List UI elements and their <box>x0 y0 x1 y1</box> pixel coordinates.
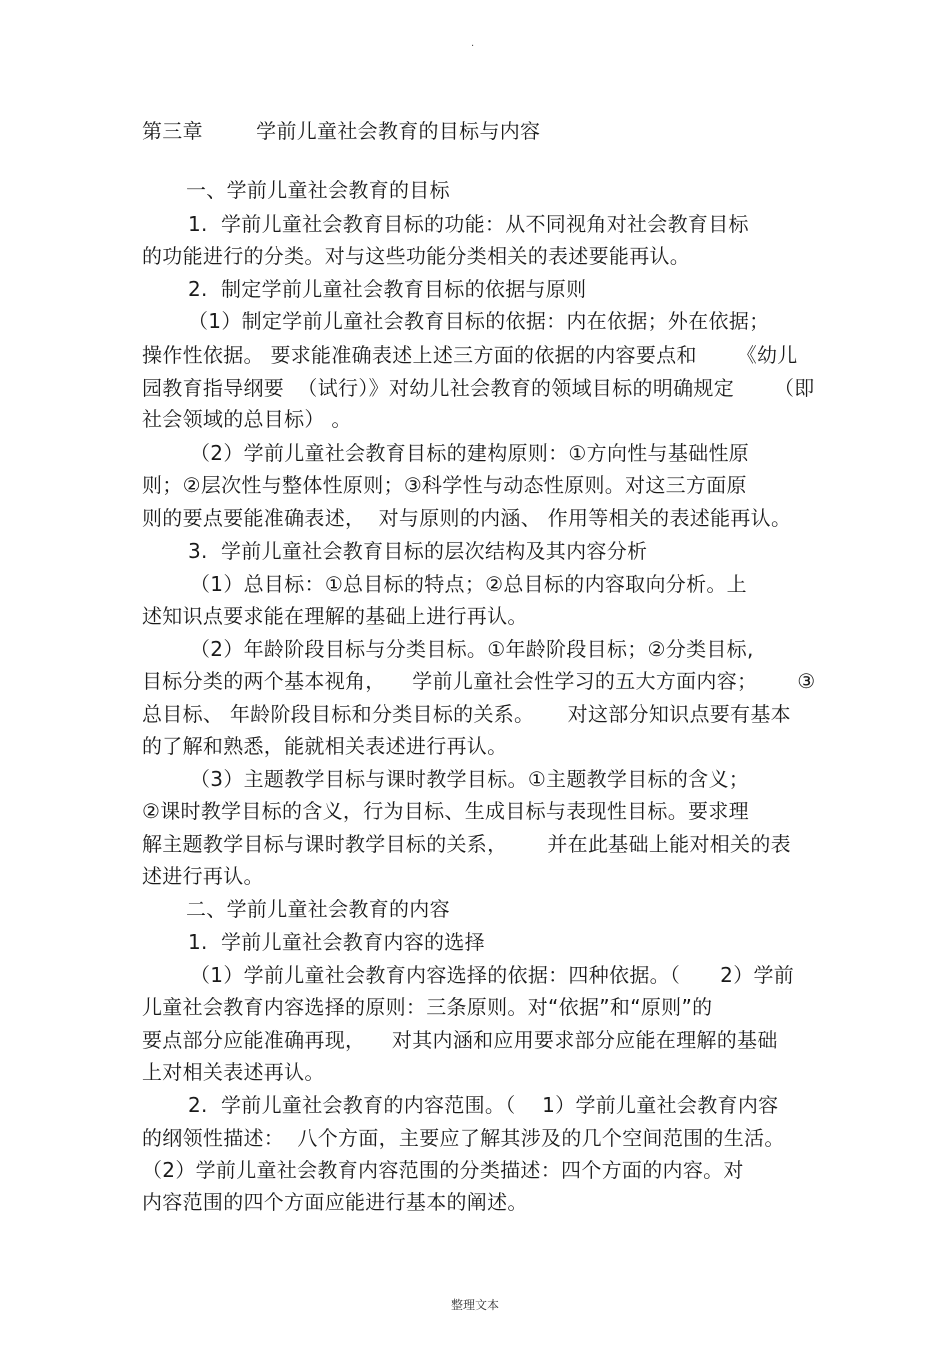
paragraph-line: 总目标、 年龄阶段目标和分类目标的关系。 对这部分知识点要有基本 <box>142 702 791 726</box>
subsection-heading: 2. 制定学前儿童社会教育目标的依据与原则 <box>188 277 587 301</box>
paragraph-line: ②课时教学目标的含义，行为目标、生成目标与表现性目标。要求理 <box>142 799 749 823</box>
paragraph-line: 目标分类的两个基本视角， 学前儿童社会性学习的五大方面内容； ③ <box>142 669 816 693</box>
paragraph-line: （2）学前儿童社会教育目标的建构原则：①方向性与基础性原 <box>190 441 750 465</box>
paragraph-line: 2. 学前儿童社会教育的内容范围。（ 1）学前儿童社会教育内容 <box>188 1093 779 1117</box>
paragraph-line: 的纲领性描述： 八个方面，主要应了解其涉及的几个空间范围的生活。 <box>142 1126 785 1150</box>
paragraph-line: 则的要点要能准确表述， 对与原则的内涵、 作用等相关的表述能再认。 <box>142 506 792 530</box>
page-footer: 整理文本 <box>450 1298 499 1312</box>
paragraph-line: （3）主题教学目标与课时教学目标。①主题教学目标的含义； <box>190 767 750 791</box>
section-heading: 二、学前儿童社会教育的内容 <box>186 897 450 921</box>
chapter-title: 第三章 学前儿童社会教育的目标与内容 <box>142 119 541 143</box>
paragraph-line: 的了解和熟悉，能就相关表述进行再认。 <box>142 734 508 758</box>
paragraph-line: 述进行再认。 <box>142 864 264 888</box>
paragraph-line: 内容范围的四个方面应能进行基本的阐述。 <box>142 1190 528 1214</box>
paragraph-line: 则；②层次性与整体性原则；③科学性与动态性原则。对这三方面原 <box>142 473 747 497</box>
paragraph-line: 社会领域的总目标） 。 <box>142 407 352 431</box>
paragraph-line: （1）学前儿童社会教育内容选择的依据：四种依据。（ 2）学前 <box>190 963 795 987</box>
paragraph-line: 解主题教学目标与课时教学目标的关系， 并在此基础上能对相关的表 <box>142 832 791 856</box>
paragraph-line: （2）年龄阶段目标与分类目标。①年龄阶段目标；②分类目标, <box>190 637 754 661</box>
paragraph-line: 的功能进行的分类。对与这些功能分类相关的表述要能再认。 <box>142 244 691 268</box>
paragraph-line: 儿童社会教育内容选择的原则：三条原则。对“依据”和“原则”的 <box>142 995 713 1019</box>
paragraph-line: （1）总目标：①总目标的特点；②总目标的内容取向分析。上 <box>190 572 747 596</box>
subsection-heading: 1. 学前儿童社会教育内容的选择 <box>188 930 485 954</box>
page-marker: . <box>471 38 475 49</box>
paragraph-line: （1）制定学前儿童社会教育目标的依据：内在依据；外在依据； <box>188 309 770 333</box>
paragraph-line: 述知识点要求能在理解的基础上进行再认。 <box>142 604 528 628</box>
paragraph-line: 操作性依据。 要求能准确表述上述三方面的依据的内容要点和 《幼儿 <box>142 343 798 367</box>
section-heading: 一、学前儿童社会教育的目标 <box>186 178 450 202</box>
paragraph-line: 上对相关表述再认。 <box>142 1060 325 1084</box>
paragraph-line: 1. 学前儿童社会教育目标的功能：从不同视角对社会教育目标 <box>188 212 749 236</box>
paragraph-line: 园教育指导纲要 （试行）》对幼儿社会教育的领域目标的明确规定 （即 <box>142 376 815 400</box>
paragraph-line: 要点部分应能准确再现， 对其内涵和应用要求部分应能在理解的基础 <box>142 1028 778 1052</box>
paragraph-line: （2）学前儿童社会教育内容范围的分类描述：四个方面的内容。对 <box>142 1158 744 1182</box>
subsection-heading: 3. 学前儿童社会教育目标的层次结构及其内容分析 <box>188 539 648 563</box>
